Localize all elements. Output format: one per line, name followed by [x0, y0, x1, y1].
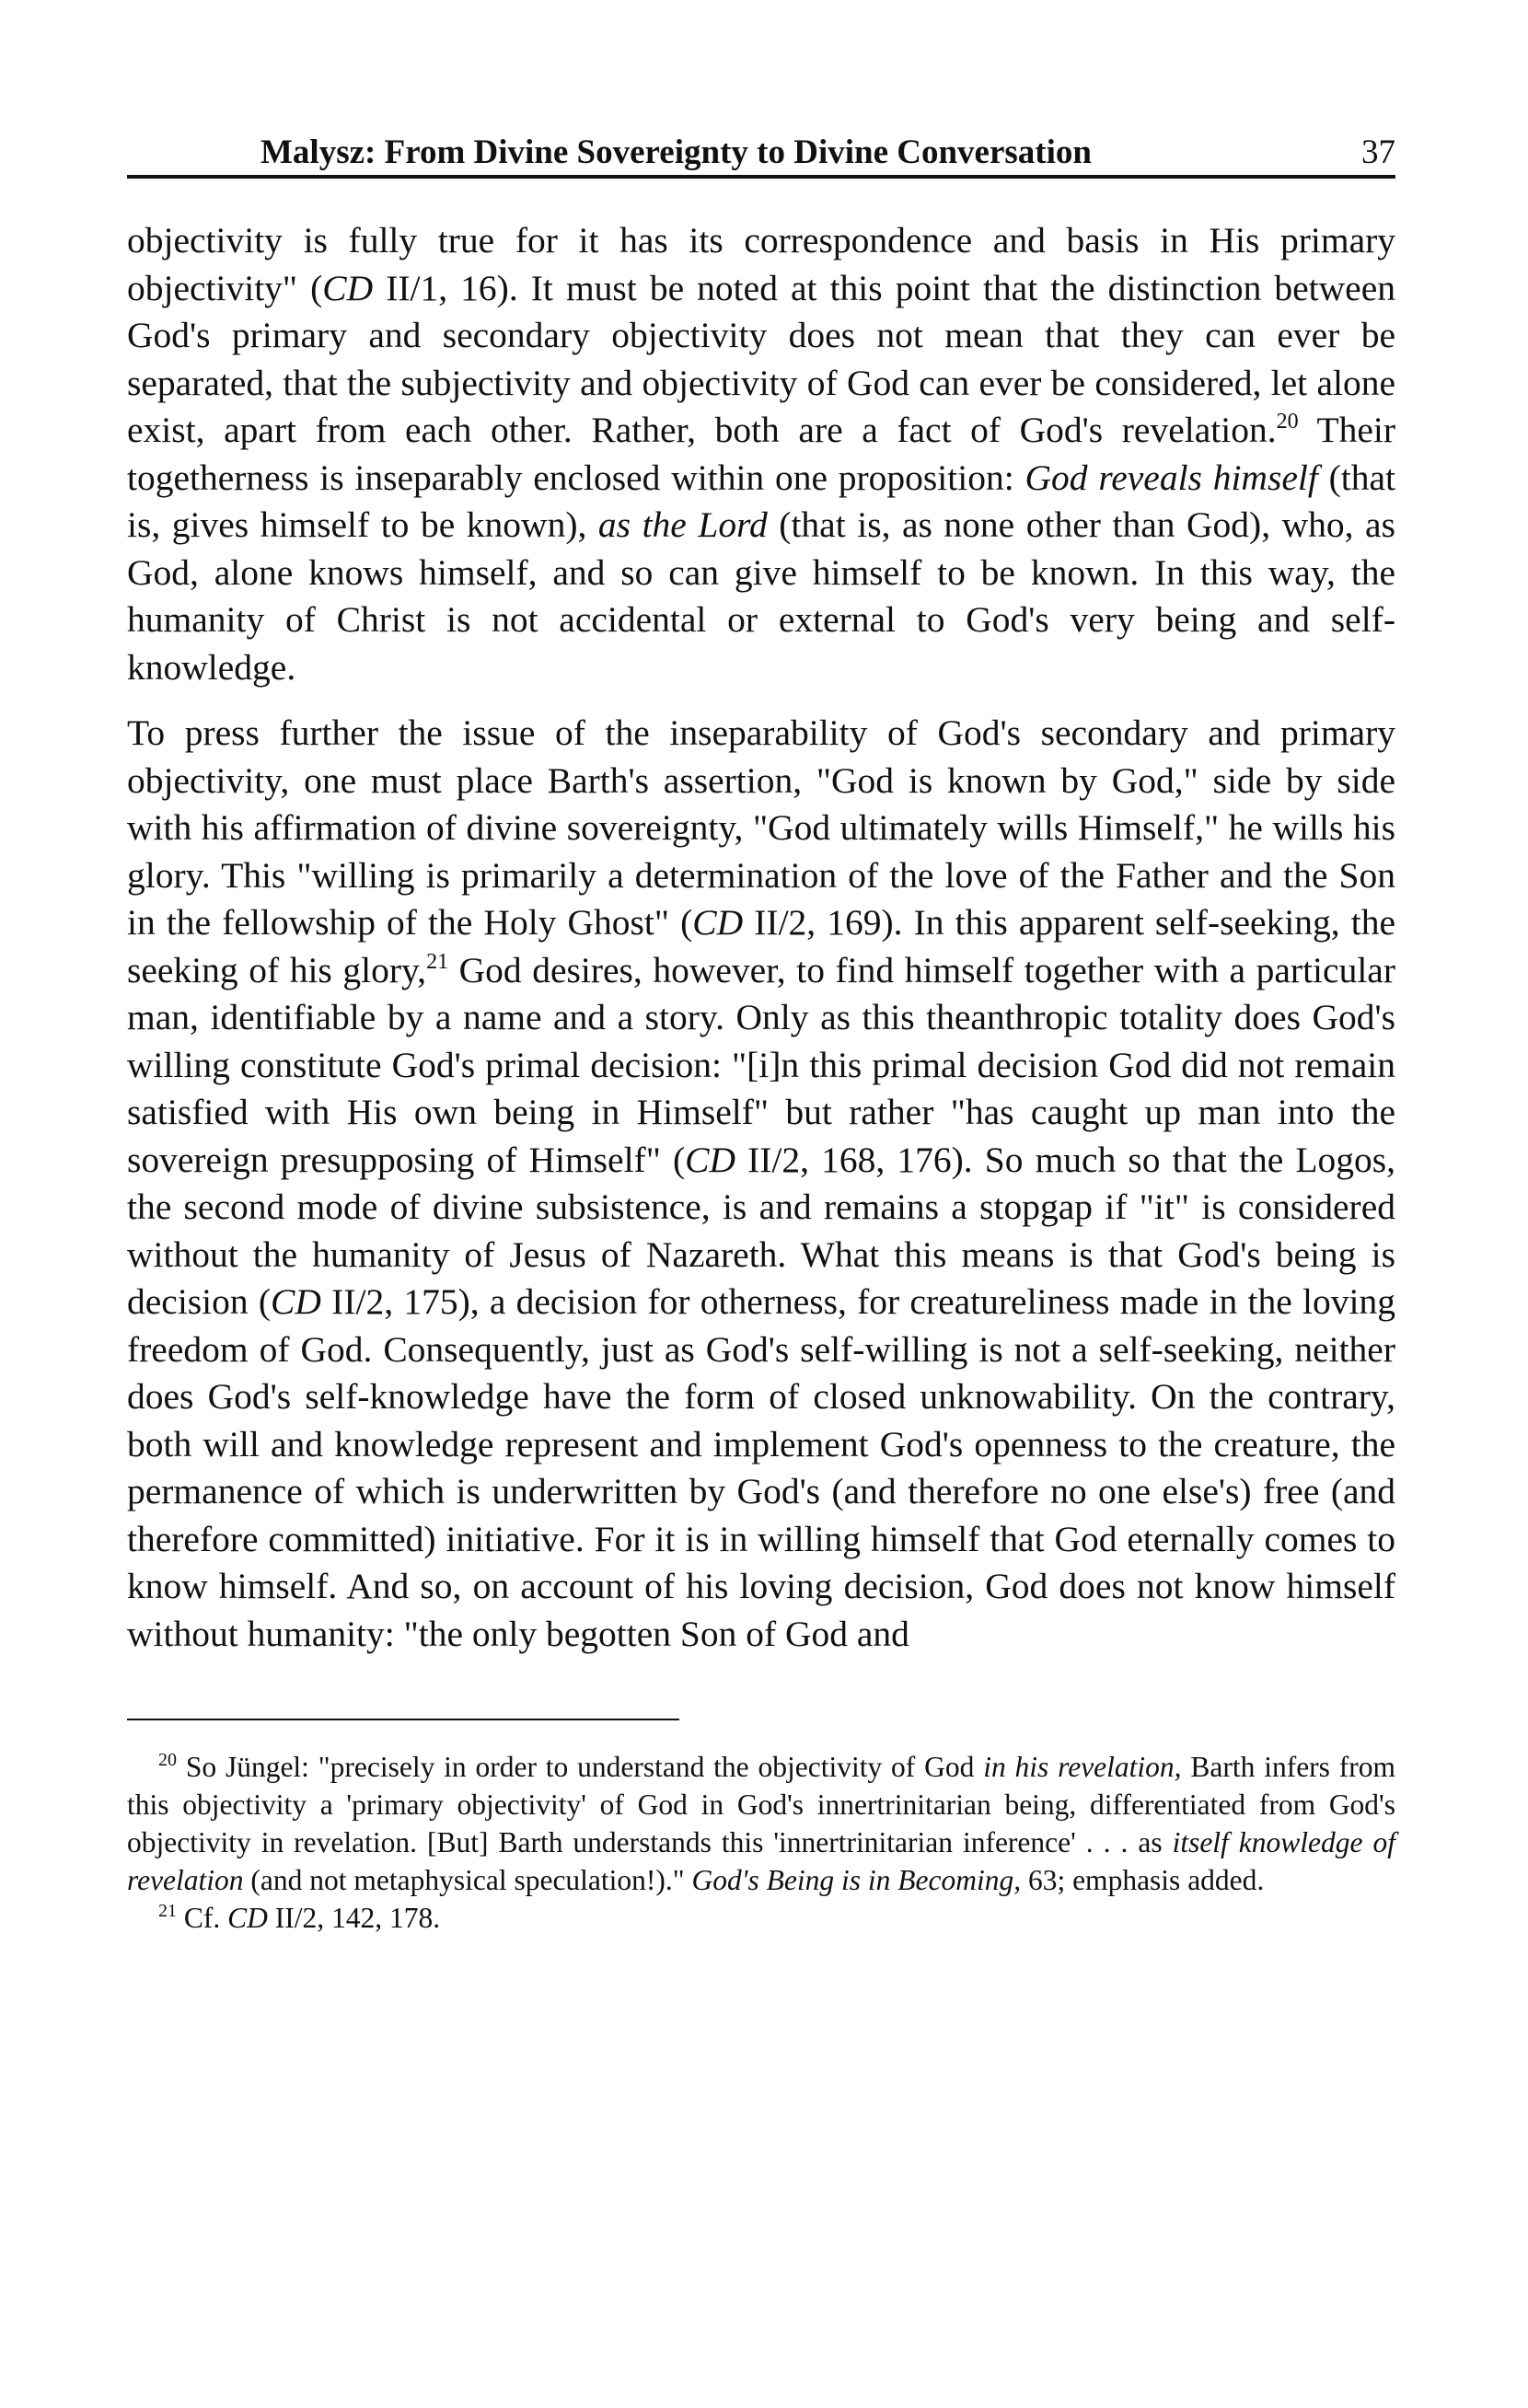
- paragraph-1: [127, 217, 1395, 691]
- text-run: Their togetherness is inseparably enclosed within one proposition:: [127, 410, 1396, 498]
- footnotes: [127, 1748, 1395, 1937]
- text-run: So Jüngel: "precisely in order to understand the objectivity of God: [177, 1751, 984, 1783]
- text-run: (that is, as none other than God), who, as God, alone knows himself, and so can give himself to be known. In this way, the humanity of Christ is not accidental or external to God's very being and self-knowledge.: [127, 504, 1395, 688]
- footnote-ref-20[interactable]: 20: [1276, 410, 1299, 434]
- text-run: Barth infers from this objectivity a 'primary objectivity' of God in God's innertrinitarian being, differentiated from God's objectivity in revelation. [But] Barth understands this 'innertrinitarian inference' . . . as: [127, 1751, 1396, 1858]
- page: [127, 120, 1395, 1937]
- text-run: II/2, 175), a decision for otherness, for creatureliness made in the loving freedom of God. Consequently, just as God's self-willing is not a self-seeking, neither does God's self-knowledge have the form of closed unknowability. On the contrary, both will and knowledge represent and implement God's openness to the creature, the permanence of which is underwritten by God's (and therefore no one else's) free (and therefore committed) initiative. For it is in willing himself that God eternally comes to know himself. And so, on account of his loving decision, God does not know himself without humanity: "the only begotten Son of God and: [127, 1281, 1395, 1654]
- text-run: II/2, 142, 178.: [267, 1902, 441, 1934]
- text-run: II/2, 169). In this apparent self-seeking, the seeking of his glory,: [127, 902, 1395, 990]
- emphasis: God reveals himself: [1024, 457, 1318, 498]
- running-head: [127, 120, 1395, 179]
- footnote-number: 21: [158, 1901, 177, 1921]
- text-run: To press further the issue of the inseparability of God's secondary and primary objectivity, one must place Barth's assertion, "God is known by God," side by side with his affirmation of divine sovereignty, "God ultimately wills Himself," he wills his glory. This "willing is primarily a determination of the love of the Father and the Son in the fellowship of the Holy Ghost" (: [127, 712, 1395, 943]
- text-run: God desires, however, to find himself together with a particular man, identifiable by a name and a story. Only as this theanthropic totality does God's willing constitute God's primal decision: "[i]n this primal decision God did not remain satisfied with His own being in Himself" but rather "has caught up man into the sovereign presupposing of Himself" (: [127, 949, 1395, 1180]
- footnote-number: 20: [158, 1750, 177, 1770]
- citation-abbrev: CD: [692, 902, 744, 943]
- footnote-20: [127, 1748, 1395, 1899]
- text-run: II/1, 16). It must be noted at this point that the distinction between God's primary and secondary objectivity does not mean that they can ever be separated, that the subjectivity and objectivity of God can ever be considered, let alone exist, apart from each other. Rather, both are a fact of God's revelation.: [127, 267, 1395, 450]
- footnote-21: [127, 1899, 1395, 1937]
- paragraph-2: [127, 710, 1395, 1658]
- text-run: objectivity is fully true for it has its correspondence and basis in His primary objectivity" (: [127, 220, 1395, 308]
- emphasis: in his revelation,: [983, 1751, 1182, 1783]
- footnote-ref-21[interactable]: 21: [426, 949, 449, 974]
- running-head-title: Malysz: From Divine Sovereignty to Divine Conversation: [260, 133, 1092, 171]
- emphasis: as the Lord: [597, 504, 768, 545]
- emphasis: itself knowledge of revelation: [127, 1826, 1395, 1896]
- book-title: God's Being is in Becoming,: [691, 1864, 1022, 1896]
- text-run: Cf.: [177, 1902, 228, 1934]
- text-run: (that is, gives himself to be known),: [127, 457, 1395, 545]
- body-text: [127, 217, 1395, 1658]
- citation-abbrev: CD: [227, 1902, 268, 1934]
- citation-abbrev: CD: [322, 267, 374, 308]
- text-run: (and not metaphysical speculation!).": [243, 1864, 692, 1896]
- text-run: II/2, 168, 176). So much so that the Logos, the second mode of divine subsistence, is and remains a stopgap if "it" is considered without the humanity of Jesus of Nazareth. What this means is that God's being is decision (: [127, 1139, 1395, 1322]
- citation-abbrev: CD: [271, 1281, 321, 1322]
- footnote-divider: [127, 1719, 679, 1720]
- page-number: 37: [1361, 133, 1395, 171]
- text-run: 63; emphasis added.: [1021, 1864, 1265, 1896]
- citation-abbrev: CD: [685, 1139, 735, 1180]
